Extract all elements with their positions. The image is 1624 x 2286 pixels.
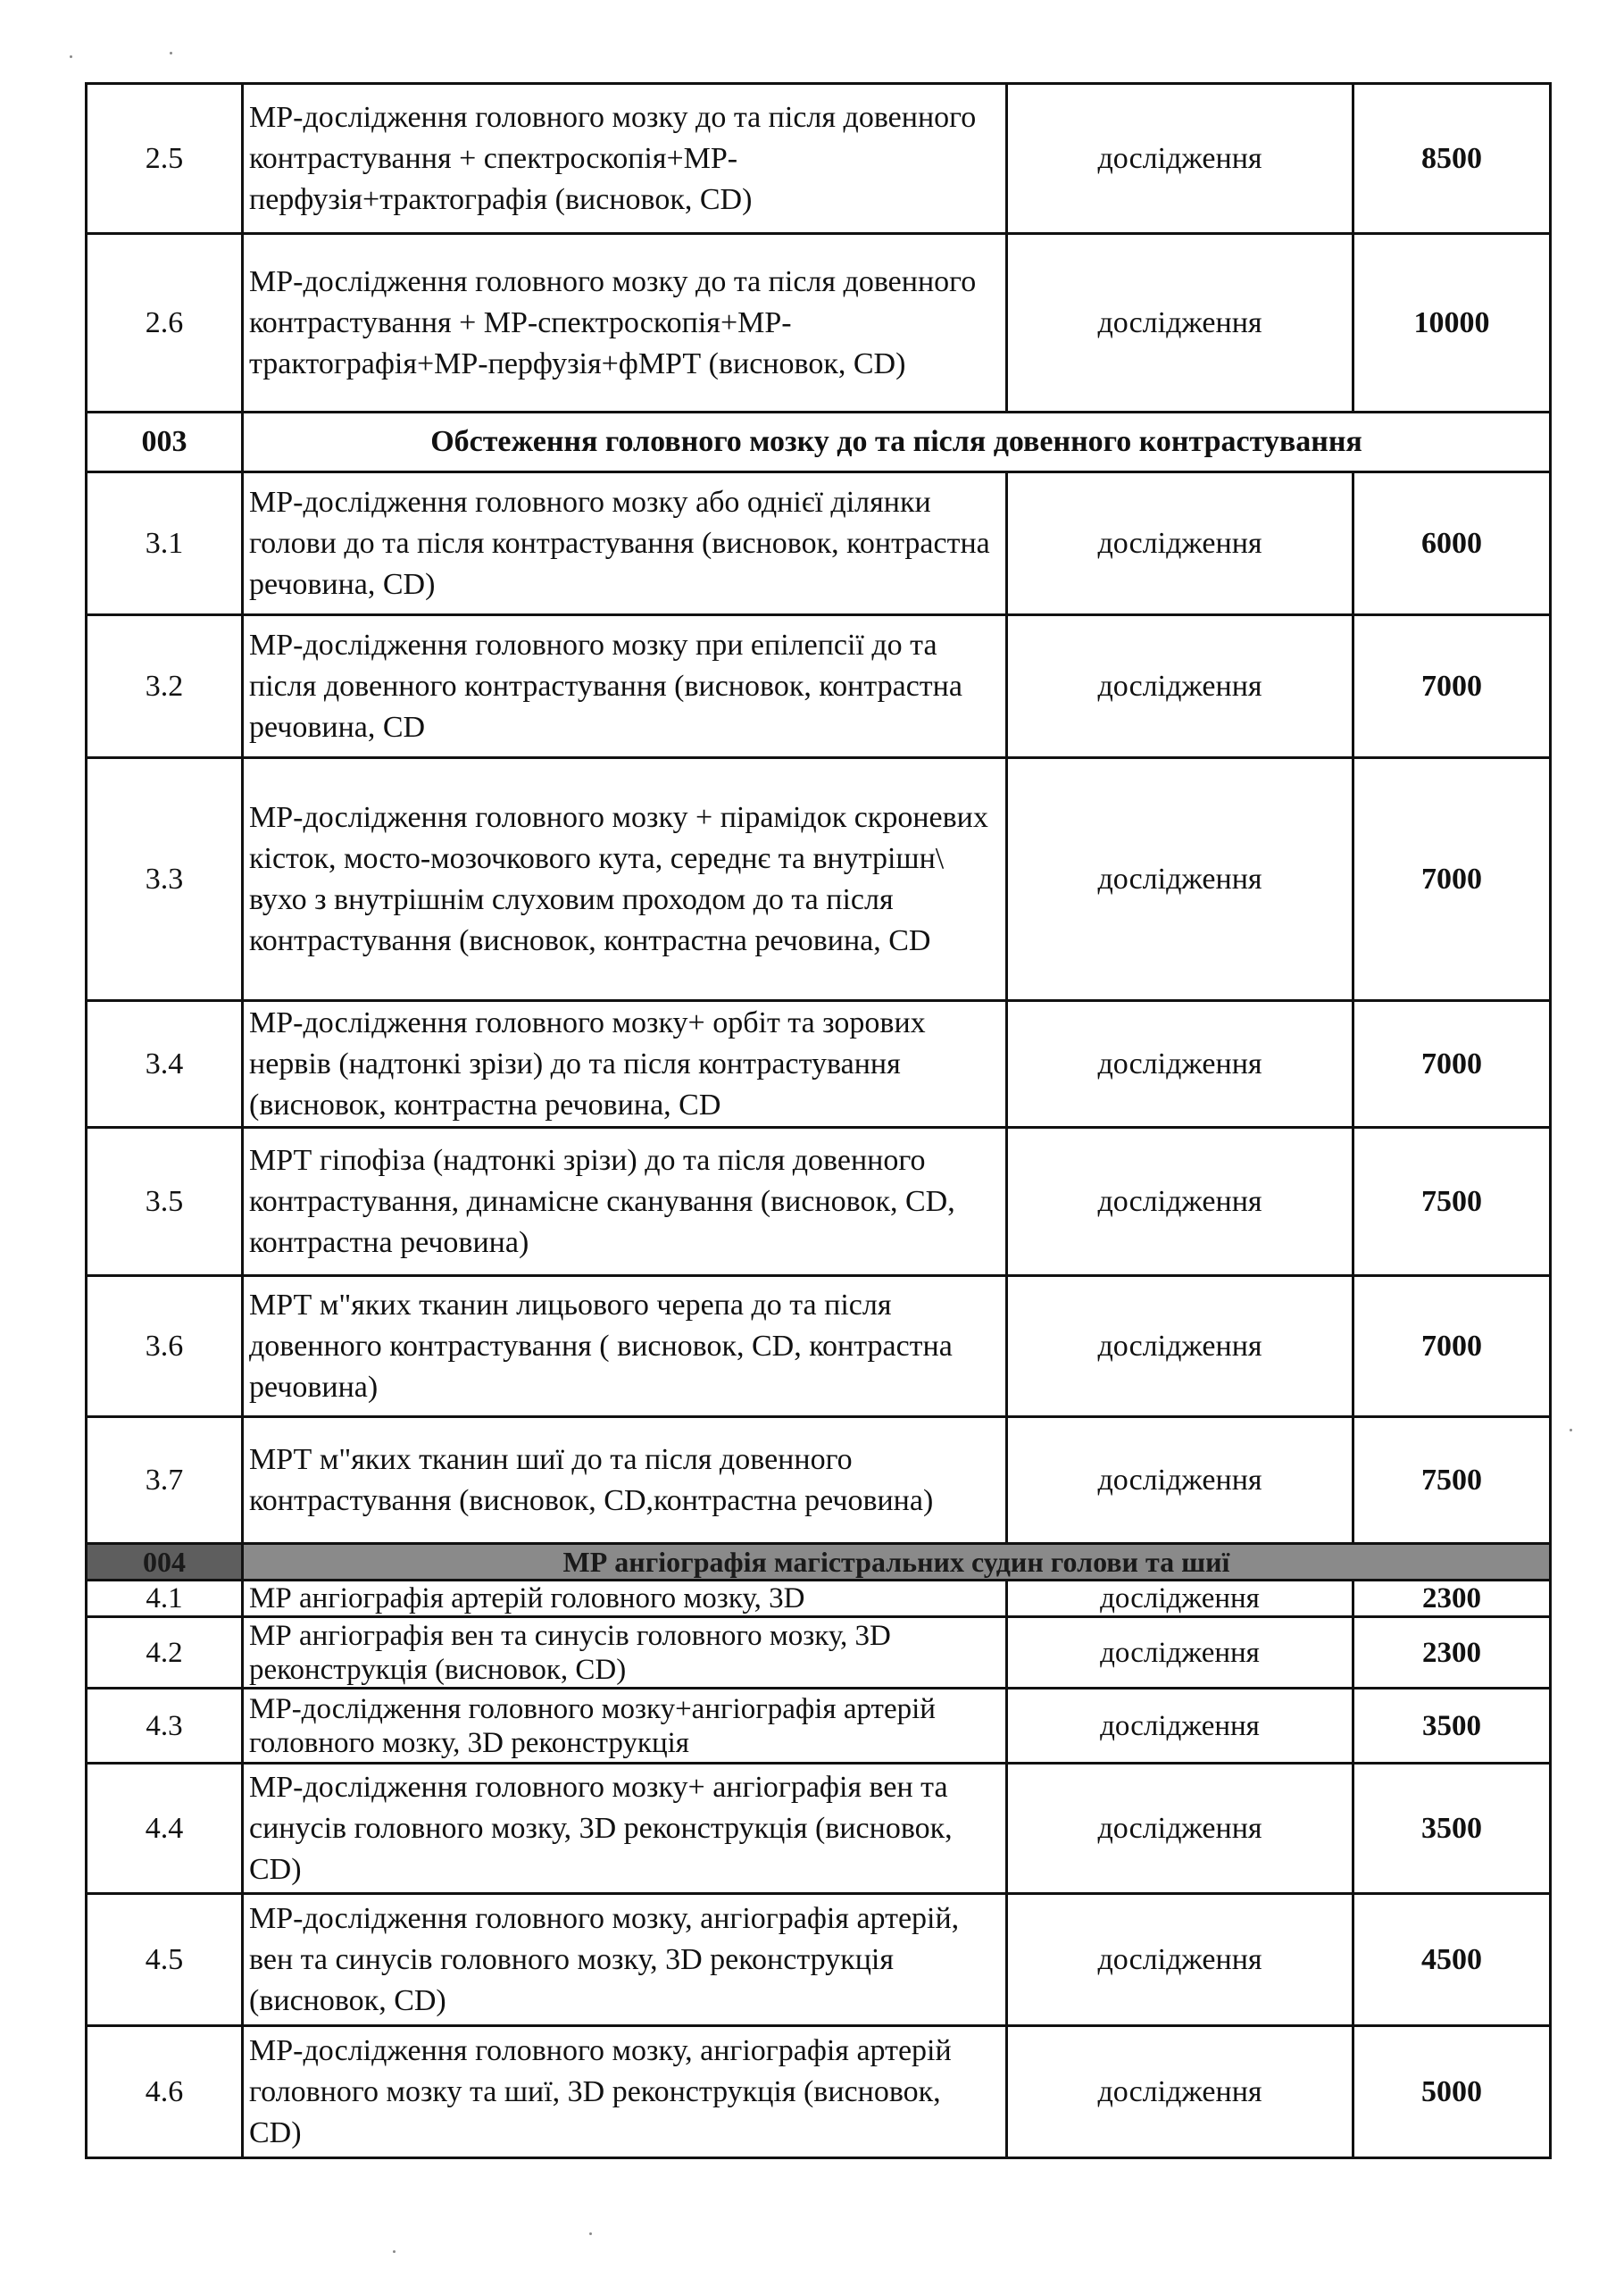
item-unit: дослідження xyxy=(1007,1001,1353,1128)
item-price: 10000 xyxy=(1353,234,1551,413)
table-row xyxy=(87,1617,1551,1689)
table-row xyxy=(87,1001,1551,1128)
item-price: 2300 xyxy=(1353,1617,1551,1689)
item-unit: дослідження xyxy=(1007,1894,1353,2026)
item-description: МР-дослідження головного мозку+ орбіт та зорових нервів (надтонкі зрізи) до та після контрастування (висновок, контрастна речовина, CD xyxy=(243,1001,1007,1128)
section-header-row xyxy=(87,413,1551,472)
item-unit: дослідження xyxy=(1007,758,1353,1001)
item-description: МР ангіографія артерій головного мозку, 3D xyxy=(243,1581,1007,1617)
item-unit: дослідження xyxy=(1007,1581,1353,1617)
item-description: МР-дослідження головного мозку+ангіографія артерій головного мозку, 3D реконструкція xyxy=(243,1689,1007,1764)
item-description: МР-дослідження головного мозку при епілепсії до та після довенного контрастування (висновок, контрастна речовина, CD xyxy=(243,615,1007,758)
table-row xyxy=(87,472,1551,615)
scan-speck xyxy=(393,2250,396,2253)
item-number: 3.2 xyxy=(87,615,243,758)
scan-speck xyxy=(70,55,72,58)
item-number: 2.6 xyxy=(87,234,243,413)
table-row xyxy=(87,1894,1551,2026)
item-price: 6000 xyxy=(1353,472,1551,615)
item-unit: дослідження xyxy=(1007,234,1353,413)
item-price: 7000 xyxy=(1353,615,1551,758)
item-price: 7500 xyxy=(1353,1128,1551,1276)
item-unit: дослідження xyxy=(1007,1128,1353,1276)
item-description: МР-дослідження головного мозку+ ангіографія вен та синусів головного мозку, 3D реконструкція (висновок, CD) xyxy=(243,1764,1007,1894)
item-description: МР-дослідження головного мозку або однієї ділянки голови до та після контрастування (висновок, контрастна речовина, CD) xyxy=(243,472,1007,615)
item-price: 7000 xyxy=(1353,1276,1551,1417)
item-price: 7000 xyxy=(1353,1001,1551,1128)
section-title: Обстеження головного мозку до та після довенного контрастування xyxy=(243,413,1551,472)
section-title: МР ангіографія магістральних судин голови та шиї xyxy=(243,1544,1551,1581)
item-number: 4.1 xyxy=(87,1581,243,1617)
item-number: 3.4 xyxy=(87,1001,243,1128)
table-row xyxy=(87,84,1551,234)
item-number: 2.5 xyxy=(87,84,243,234)
item-price: 2300 xyxy=(1353,1581,1551,1617)
table-row xyxy=(87,1581,1551,1617)
item-number: 3.5 xyxy=(87,1128,243,1276)
item-description: МРТ гіпофіза (надтонкі зрізи) до та після довенного контрастування, динамісне сканування (висновок, CD, контрастна речовина) xyxy=(243,1128,1007,1276)
section-header-row xyxy=(87,1544,1551,1581)
item-description: МРТ м"яких тканин шиї до та після довенного контрастування (висновок, CD,контрастна речовина) xyxy=(243,1417,1007,1544)
item-number: 3.7 xyxy=(87,1417,243,1544)
item-price: 5000 xyxy=(1353,2026,1551,2158)
item-number: 3.3 xyxy=(87,758,243,1001)
price-list-table xyxy=(85,82,1552,2159)
item-number: 4.6 xyxy=(87,2026,243,2158)
item-unit: дослідження xyxy=(1007,615,1353,758)
table-row xyxy=(87,2026,1551,2158)
table-row xyxy=(87,758,1551,1001)
item-number: 3.1 xyxy=(87,472,243,615)
item-price: 3500 xyxy=(1353,1764,1551,1894)
item-number: 3.6 xyxy=(87,1276,243,1417)
item-description: МР-дослідження головного мозку + пірамідок скроневих кісток, мосто-мозочкового кута, середнє та внутрішн\ вухо з внутрішнім слуховим проходом до та після контрастування (висновок, контрастна речовина, CD xyxy=(243,758,1007,1001)
table-row xyxy=(87,234,1551,413)
table-row xyxy=(87,1689,1551,1764)
section-code: 003 xyxy=(87,413,243,472)
item-description: МР-дослідження головного мозку до та після довенного контрастування + МР-спектроскопія+МР-трактографія+МР-перфузія+фМРТ (висновок, CD) xyxy=(243,234,1007,413)
table-row xyxy=(87,615,1551,758)
item-description: МРТ м"яких тканин лицьового черепа до та після довенного контрастування ( висновок, CD, контрастна речовина) xyxy=(243,1276,1007,1417)
item-number: 4.2 xyxy=(87,1617,243,1689)
scan-speck xyxy=(589,2232,592,2235)
item-unit: дослідження xyxy=(1007,1276,1353,1417)
table-row xyxy=(87,1417,1551,1544)
item-description: МР-дослідження головного мозку, ангіографія артерій головного мозку та шиї, 3D реконструкція (висновок, CD) xyxy=(243,2026,1007,2158)
item-price: 8500 xyxy=(1353,84,1551,234)
item-description: МР ангіографія вен та синусів головного мозку, 3D реконструкція (висновок, CD) xyxy=(243,1617,1007,1689)
item-unit: дослідження xyxy=(1007,1417,1353,1544)
item-unit: дослідження xyxy=(1007,1689,1353,1764)
item-price: 4500 xyxy=(1353,1894,1551,2026)
item-unit: дослідження xyxy=(1007,2026,1353,2158)
item-description: МР-дослідження головного мозку до та після довенного контрастування + спектроскопія+МР-перфузія+трактографія (висновок, CD) xyxy=(243,84,1007,234)
scan-speck xyxy=(1570,1429,1572,1431)
item-price: 7000 xyxy=(1353,758,1551,1001)
item-price: 7500 xyxy=(1353,1417,1551,1544)
section-code: 004 xyxy=(87,1544,243,1581)
item-unit: дослідження xyxy=(1007,1617,1353,1689)
table-row xyxy=(87,1128,1551,1276)
table-row xyxy=(87,1276,1551,1417)
item-price: 3500 xyxy=(1353,1689,1551,1764)
table-row xyxy=(87,1764,1551,1894)
item-description: МР-дослідження головного мозку, ангіографія артерій, вен та синусів головного мозку, 3D реконструкція (висновок, CD) xyxy=(243,1894,1007,2026)
item-number: 4.4 xyxy=(87,1764,243,1894)
item-unit: дослідження xyxy=(1007,472,1353,615)
item-unit: дослідження xyxy=(1007,1764,1353,1894)
item-unit: дослідження xyxy=(1007,84,1353,234)
item-number: 4.3 xyxy=(87,1689,243,1764)
scan-speck xyxy=(170,52,172,54)
item-number: 4.5 xyxy=(87,1894,243,2026)
